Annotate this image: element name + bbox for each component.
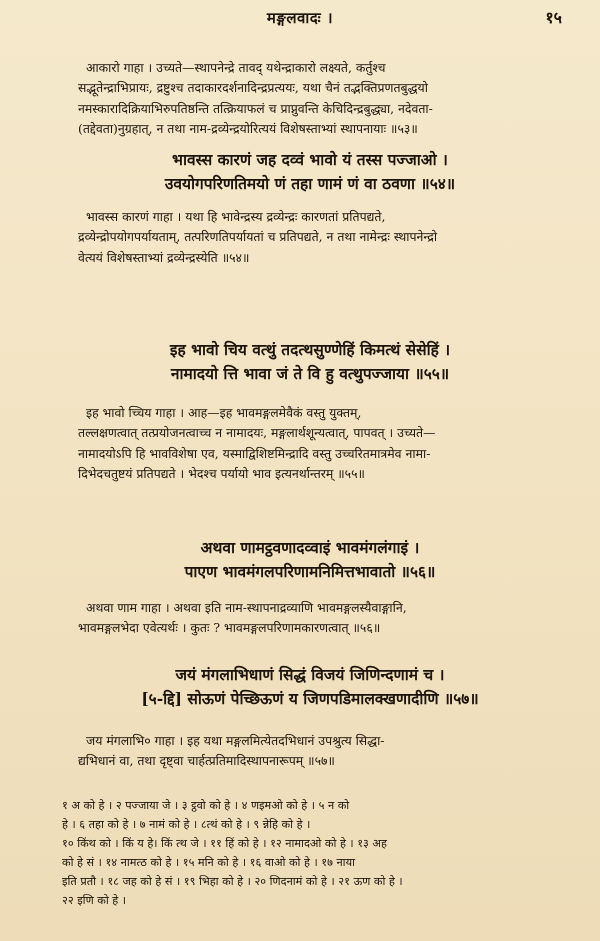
text-line: (तद्देवता)नुग्रहात्, न तथा नाम-द्रव्येन्द्रयोरित्ययं विशेषस्ताभ्यां स्थापनायाः ॥५३॥ <box>78 121 418 137</box>
footnote-line: २२ इणि को हे । <box>62 894 127 907</box>
verse-line: पाएण भावमंगलपरिणामनिमित्तभावातो ॥५६॥ <box>184 562 436 581</box>
gatha-verse <box>60 536 560 584</box>
page-number: १५ <box>545 8 562 27</box>
footnotes <box>62 796 572 910</box>
footnote-line: को हे सं । १४ नामत्ठ को हे । १५ मनि को हे । १६ वाओ को हे । १७ नाया <box>62 856 355 869</box>
verse-line: उवयोगपरिणतिमयो णं तहा णामं णं वा ठवणा ॥५४॥ <box>164 174 456 193</box>
text-line: द्यभिधानं वा, तथा दृष्ट्वा चार्हत्प्रतिमादिस्थापनारूपम् ॥५७॥ <box>78 753 335 769</box>
text-line: इह भावो च्चिय गाहा । आह—इह भावमङ्गलमेवैकं वस्तु युक्तम्, <box>86 405 362 420</box>
text-line: भावमङ्गलभेदा एवेत्यर्थः । कुतः ? भावमङ्गलपरिणामकारणत्वात् ॥५६॥ <box>78 620 381 636</box>
text-line: तल्लक्षणत्वात् तत्प्रयोजनत्वाच्च न नामादयः, मङ्गलार्थशून्यत्वात्, पापवत् । उच्यते— <box>78 425 436 441</box>
gatha-verse <box>60 338 560 386</box>
verse-line: इह भावो चिय वत्थुं तदत्थसुण्णेहिं किमत्थं सेसेहिं । <box>169 340 451 359</box>
footnote-line: १० किंथ को । किं य हे। किं त्थ जे । ११ हिं को हे । १२ नामादओ को हे । १३ अह <box>62 837 387 850</box>
text-line: आकारो गाहा । उच्यते—स्थापनेन्द्रे तावद् यथेन्द्राकारो लक्ष्यते, कर्तुश्च <box>86 60 386 75</box>
commentary-paragraph <box>78 403 548 485</box>
verse-line: [५-द्दि] सोऊणं पेच्छिऊणं य जिणपडिमालक्खणादीणि ॥५७॥ <box>141 689 479 708</box>
commentary-paragraph <box>78 207 548 268</box>
verse-line: नामादयो त्ति भावा जं ते वि हु वत्थुपज्जाया ॥५५॥ <box>170 364 450 383</box>
footnote-line: इति प्रतौ । १८ जह को हे सं । १९ भिहा को हे । २० णिदनामं को हे । २१ ऊण को हे । <box>62 875 403 888</box>
text-line: नमस्कारादिक्रियाभिरुपतिष्ठन्ति तत्क्रियाफलं च प्राप्नुवन्ति केचिदिन्द्रबुद्ध्या, नदेवता- <box>78 100 433 116</box>
text-line: द्रव्येन्द्रोपयोगपर्यायताम्, तत्परिणतिपर्यायतां च प्रतिपद्यते, न तथा नामेन्द्रः स्थापनेन्द्रो <box>78 229 438 245</box>
verse-line: अथवा णामट्ठवणादव्वाइं भावमंगलंगाइं । <box>200 538 420 557</box>
commentary-paragraph <box>78 58 548 140</box>
footnote-line: १ अ को हे । २ पज्जाया जे । ३ ट्ठवो को हे । ४ णइमओ को हे । ५ न को <box>62 799 350 812</box>
commentary-paragraph <box>78 731 548 772</box>
text-line: नामादयोऽपि हि भावविशेषा एव, यस्माद्विशिष्टमिन्द्रादि वस्तु उच्चरितमात्रमेव नामा- <box>78 445 431 461</box>
text-line: भावस्स कारणं गाहा । यथा हि भावेन्द्रस्य द्रव्येन्द्रः कारणतां प्रतिपद्यते, <box>86 209 386 224</box>
text-line: अथवा णाम गाहा । अथवा इति नाम-स्थापनाद्रव्याणि भावमङ्गलस्यैवाङ्गानि, <box>86 600 407 615</box>
verse-line: भावस्स कारणं जह दव्वं भावो यं तस्स पज्जाओ । <box>172 150 448 169</box>
gatha-verse <box>60 148 560 196</box>
text-line: वेत्ययं विशेषस्ताभ्यां द्रव्येन्द्रस्येति ॥५४॥ <box>78 249 250 265</box>
verse-line: जयं मंगलाभिधाणं सिद्धं विजयं जिणिन्दणामं च । <box>175 665 445 684</box>
running-header-title: मङ्गलवादः । <box>266 9 334 27</box>
footnote-line: हे । ६ तहा को हे । ७ नामं को हे । ८त्थं को हे । ९ न्नेहि को हे । <box>62 818 311 831</box>
commentary-paragraph <box>78 598 548 639</box>
text-line: दिभेदचतुष्टयं प्रतिपद्यते । भेदश्च पर्यायो भाव इत्यनर्थान्तरम् ॥५५॥ <box>78 466 365 482</box>
text-line: सद्भूतेन्द्राभिप्रायः, द्रष्टुश्च तदाकारदर्शनादिन्द्रप्रत्ययः, यथा चैनं तद्भक्तिप्रणतबुद्धयो <box>78 80 428 96</box>
text-line: जय मंगलाभि० गाहा । इह यथा मङ्गलमित्येतदभिधानं उपश्रुत्य सिद्धा- <box>86 733 385 748</box>
gatha-verse <box>60 663 560 711</box>
